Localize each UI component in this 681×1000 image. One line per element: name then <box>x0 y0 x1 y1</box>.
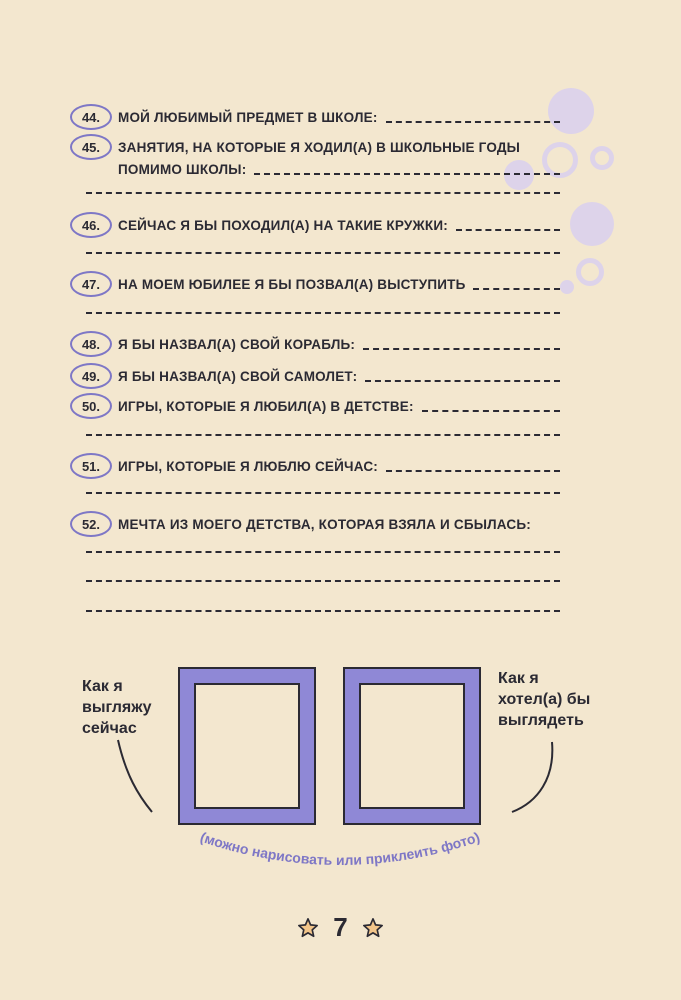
question-number: 49. <box>70 363 112 389</box>
question-50 <box>70 392 560 420</box>
answer-line[interactable] <box>86 434 560 436</box>
question-number: 48. <box>70 331 112 357</box>
answer-line[interactable] <box>456 229 560 231</box>
question-44 <box>70 103 560 131</box>
page-number: 7 <box>333 912 348 942</box>
answer-line[interactable] <box>254 173 560 175</box>
question-text: НА МОЕМ ЮБИЛЕЕ Я БЫ ПОЗВАЛ(А) ВЫСТУПИТЬ <box>118 276 466 292</box>
question-text: ИГРЫ, КОТОРЫЕ Я ЛЮБИЛ(А) В ДЕТСТВЕ: <box>118 398 414 414</box>
question-number: 44. <box>70 104 112 130</box>
question-number: 50. <box>70 393 112 419</box>
answer-line[interactable] <box>386 470 560 472</box>
question-number: 52. <box>70 511 112 537</box>
page-number-block <box>0 912 681 943</box>
star-icon <box>297 917 319 939</box>
question-text-continued: ПОМИМО ШКОЛЫ: <box>118 161 247 177</box>
answer-line[interactable] <box>86 610 560 612</box>
right-caption: Как я хотел(а) бы выглядеть <box>498 670 591 729</box>
decor-bubble <box>576 258 604 286</box>
question-number: 45. <box>70 134 112 160</box>
question-51 <box>70 452 560 480</box>
question-text: СЕЙЧАС Я БЫ ПОХОДИЛ(А) НА ТАКИЕ КРУЖКИ: <box>118 217 448 233</box>
answer-line[interactable] <box>86 252 560 254</box>
question-number: 47. <box>70 271 112 297</box>
question-45 <box>70 133 560 183</box>
answer-line[interactable] <box>422 410 560 412</box>
photo-frame-now[interactable] <box>178 667 316 825</box>
answer-line[interactable] <box>86 580 560 582</box>
question-number: 46. <box>70 212 112 238</box>
question-number: 51. <box>70 453 112 479</box>
question-text: Я БЫ НАЗВАЛ(А) СВОЙ САМОЛЕТ: <box>118 368 358 384</box>
curved-note <box>150 820 530 900</box>
question-47 <box>70 270 560 298</box>
photo-frame-wish[interactable] <box>343 667 481 825</box>
answer-line[interactable] <box>363 348 560 350</box>
question-52 <box>70 510 560 538</box>
answer-line[interactable] <box>386 121 560 123</box>
question-49 <box>70 362 560 390</box>
answer-line[interactable] <box>365 380 560 382</box>
question-48 <box>70 330 560 358</box>
answer-line[interactable] <box>86 492 560 494</box>
decor-bubble <box>570 202 614 246</box>
question-text: Я БЫ НАЗВАЛ(А) СВОЙ КОРАБЛЬ: <box>118 336 356 352</box>
decor-bubble <box>590 146 614 170</box>
left-caption: Как я выгляжу сейчас <box>82 678 152 737</box>
svg-text:(можно нарисовать или приклеит <box>198 829 481 868</box>
question-46 <box>70 211 560 239</box>
star-icon <box>362 917 384 939</box>
question-text: ЗАНЯТИЯ, НА КОТОРЫЕ Я ХОДИЛ(А) В ШКОЛЬНЫЕ ГОДЫ <box>118 139 521 155</box>
answer-line[interactable] <box>86 192 560 194</box>
answer-line[interactable] <box>86 312 560 314</box>
question-text: МОЙ ЛЮБИМЫЙ ПРЕДМЕТ В ШКОЛЕ: <box>118 109 378 125</box>
question-text: МЕЧТА ИЗ МОЕГО ДЕТСТВА, КОТОРАЯ ВЗЯЛА И СБЫЛАСЬ: <box>118 516 531 532</box>
answer-line[interactable] <box>473 288 560 290</box>
question-text: ИГРЫ, КОТОРЫЕ Я ЛЮБЛЮ СЕЙЧАС: <box>118 458 378 474</box>
decor-bubble <box>560 280 574 294</box>
answer-line[interactable] <box>86 551 560 553</box>
note-text: (можно нарисовать или приклеить фото) <box>198 828 482 869</box>
